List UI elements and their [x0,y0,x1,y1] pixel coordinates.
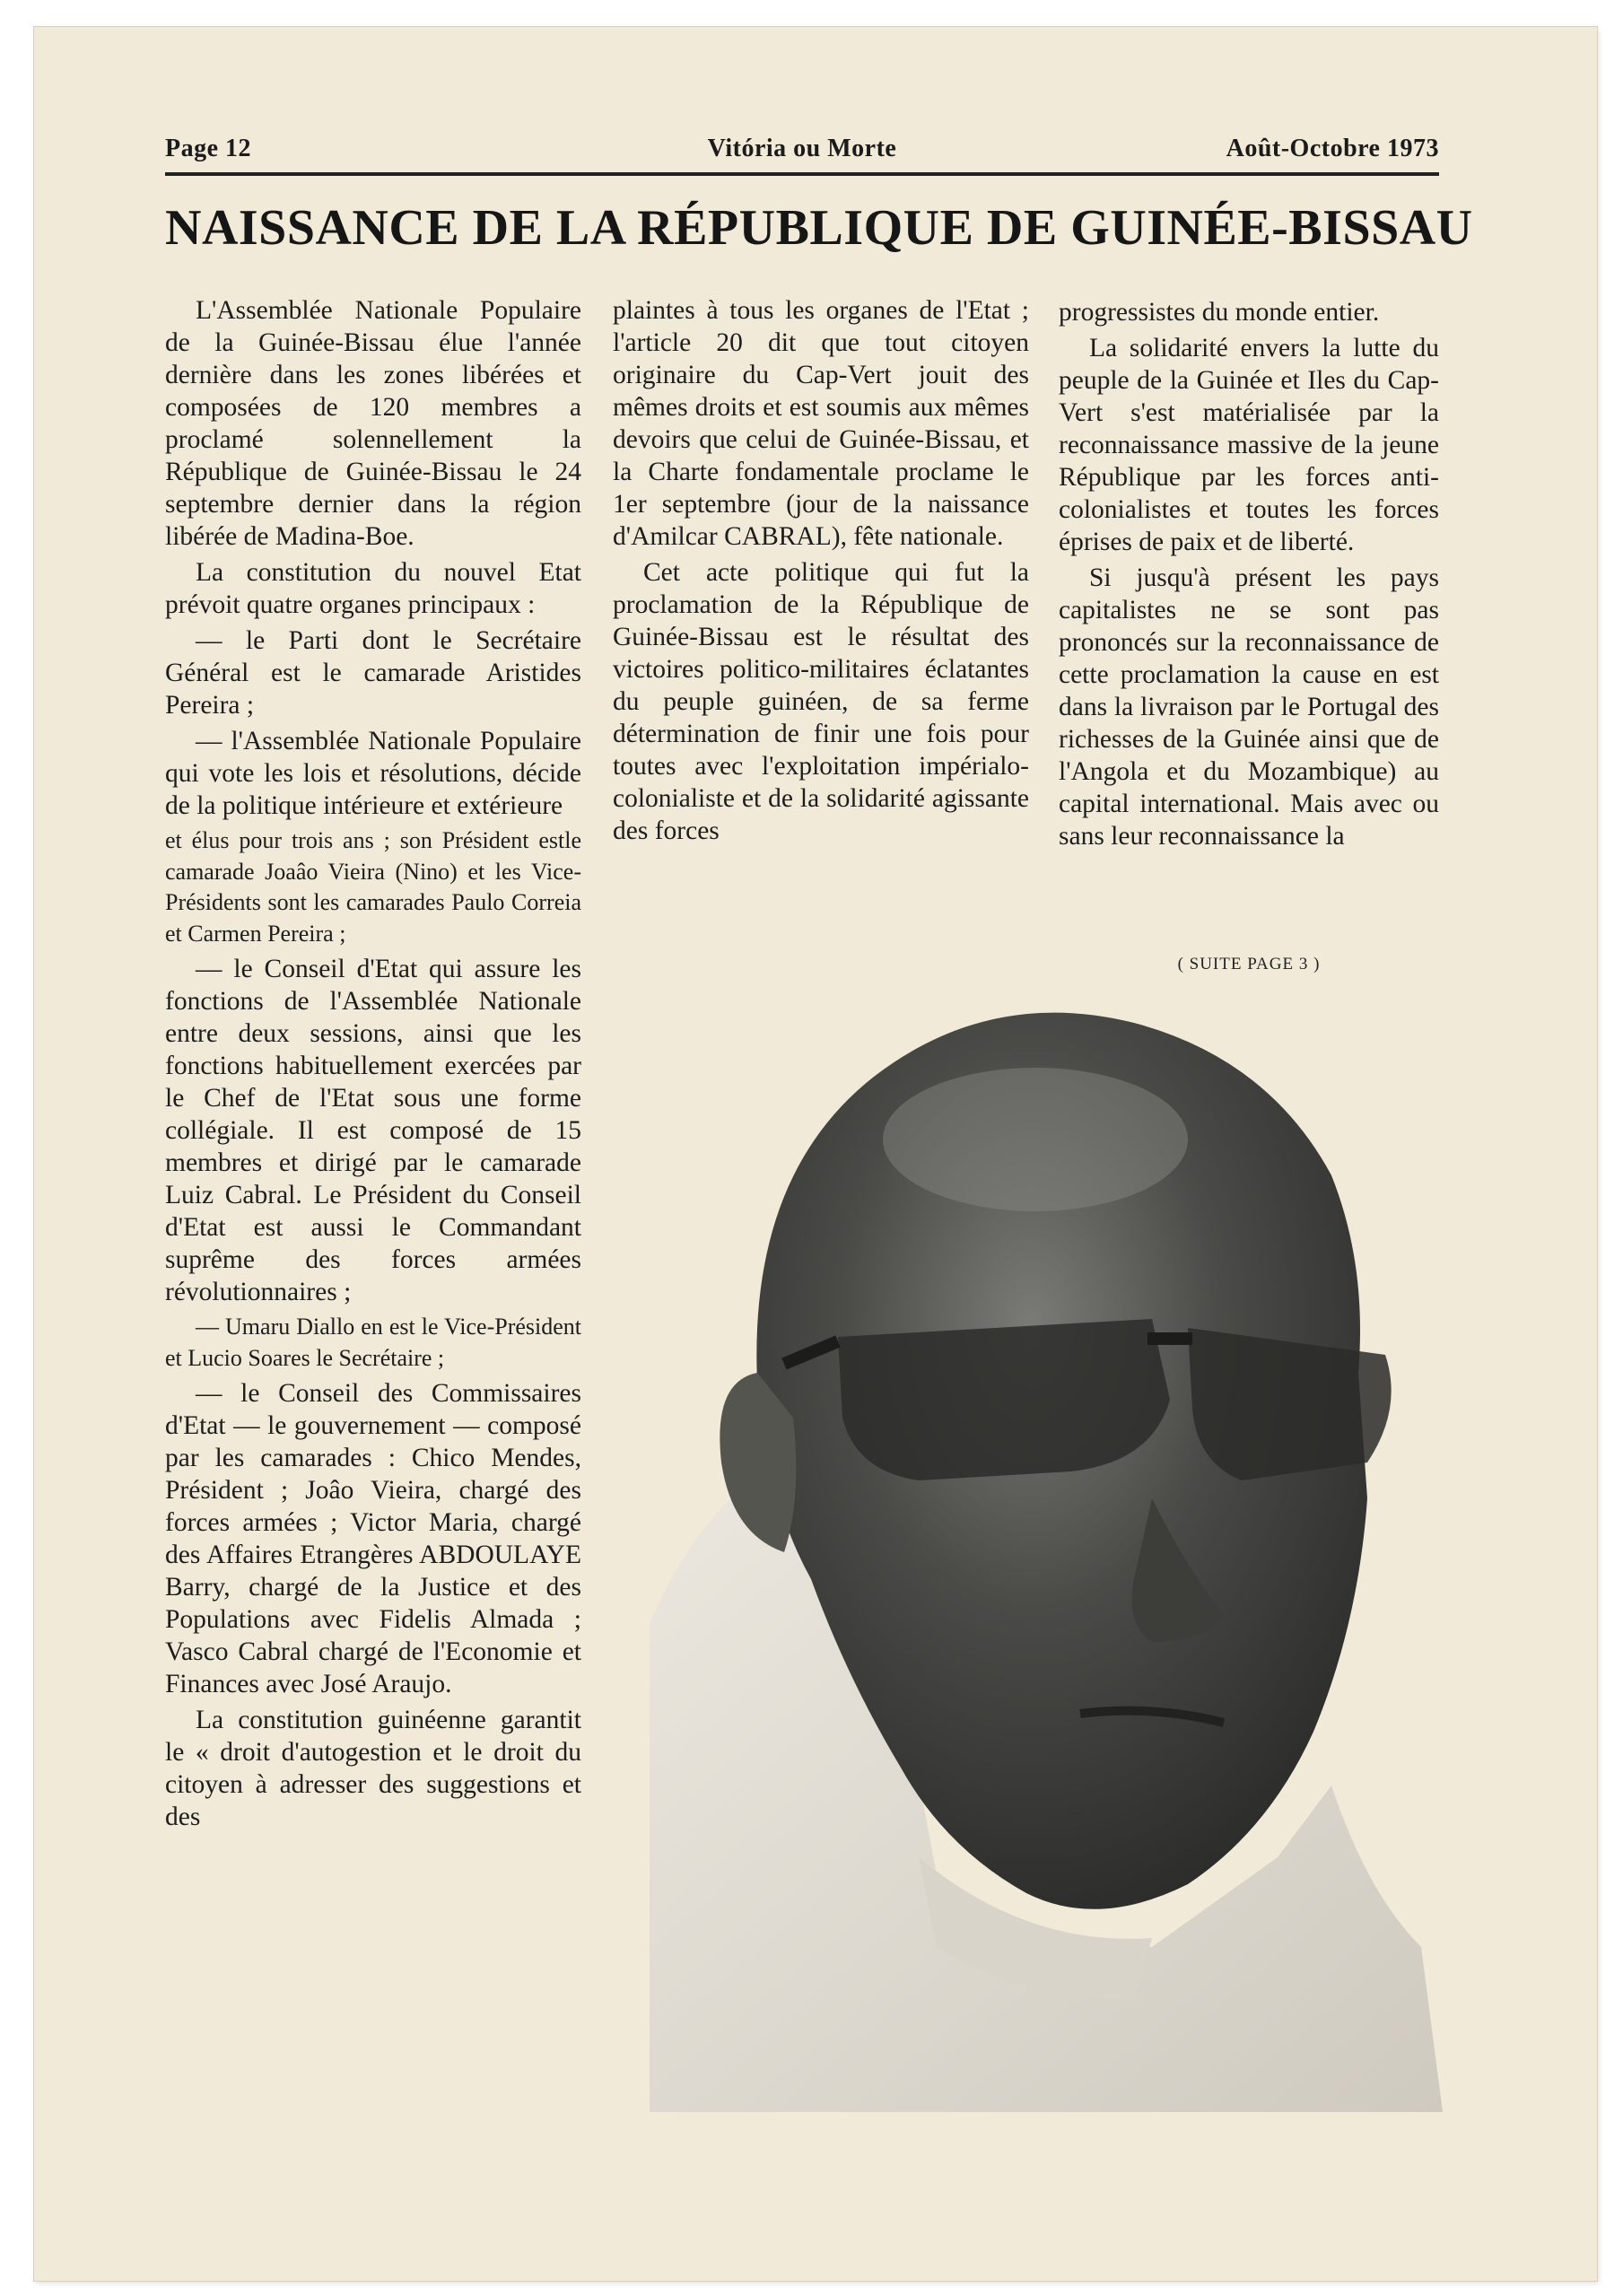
paragraph: L'Assemblée Nationale Populaire de la Guinée-Bissau élue l'année dernière dans les zones libérées et composées de 120 membres a proclamé solennellement la République de Guinée-Bissau le 24 septembre dernier dans la région libérée de Madina-Boe. [165,296,581,551]
portrait-photo [650,996,1443,2112]
paragraph: plaintes à tous les organes de l'Etat ; l'article 20 dit que tout citoyen originaire du Cap-Vert jouit des mêmes droits et est soumis aux mêmes devoirs que celui de Guinée-Bissau, et la Charte fondamentale proclame le 1er septembre (jour de la naissance d'Amilcar CABRAL), fête nationale. [613,296,1029,551]
paragraph: progressistes du monde entier. [1059,298,1380,327]
paragraph: La constitution du nouvel Etat prévoit quatre organes principaux : [165,558,581,619]
paragraph: Si jusqu'à présent les pays capitalistes ne se sont pas prononcés sur la reconnaissance de cette proclamation la cause en est dans la livraison par le Portugal des richesses de la Guinée ainsi que de l'Angola et du Mozambique) au capital international. Mais avec ou sans leur reconnaissance la [1059,563,1439,851]
paragraph: Cet acte politique qui fut la proclamation de la République de Guinée-Bissau est le résultat des victoires politico-militaires éclatantes du peuple guinéen, de sa ferme détermination de finir une fois pour toutes avec l'exploitation impérialo-colonialiste et de la solidarité agissante des forces [613,558,1029,845]
article-column-2 [613,294,1029,851]
portrait-image [650,996,1443,2112]
paragraph: — le Parti dont le Secrétaire Général est le camarade Aristides Pereira ; [165,626,581,720]
paragraph: — le Conseil d'Etat qui assure les fonctions de l'Assemblée Nationale entre deux sessions, ainsi que les fonctions habituellement exercées par le Chef de l'Etat sous une forme collégiale. Il est composé de 15 membres et dirigé par le camarade Luiz Cabral. Le Président du Conseil d'Etat est aussi le Commandant suprême des forces armées révolutionnaires ; [165,955,581,1306]
article-column-3 [1059,296,1439,856]
continued-note: ( SUITE PAGE 3 ) [1177,955,1321,973]
page-number: Page 12 [165,135,252,162]
article-column-1 [165,294,581,1837]
issue-date: Août-Octobre 1973 [1226,135,1439,162]
paragraph: La solidarité envers la lutte du peuple de la Guinée et Iles du Cap-Vert s'est matérialisée par la reconnaissance massive de la jeune République par les forces anti-colonialistes et toutes les forces éprises de paix et de liberté. [1059,334,1439,556]
paragraph: La constitution guinéenne garantit le « droit d'autogestion et le droit du citoyen à adresser des suggestions et des [165,1706,581,1831]
paragraph: — l'Assemblée Nationale Populaire qui vote les lois et résolutions, décide de la politique intérieure et extérieure [165,727,581,820]
article-headline: NAISSANCE DE LA RÉPUBLIQUE DE GUINÉE-BISSAU [165,200,1473,256]
paragraph: — Umaru Diallo en est le Vice-Président et Lucio Soares le Secrétaire ; [165,1314,581,1371]
paragraph: — le Conseil des Commissaires d'Etat — le gouvernement — composé par les camarades : Chico Mendes, Président ; Joâo Vieira, chargé des forces armées ; Victor Maria, chargé des Affaires Etrangères ABDOULAYE Barry, chargé de la Justice et des Populations avec Fidelis Almada ; Vasco Cabral chargé de l'Economie et Finances avec José Araujo. [165,1379,581,1698]
publication-name: Vitória ou Morte [707,135,897,162]
page-header [165,126,1439,176]
paragraph: et élus pour trois ans ; son Président estle camarade Joaâo Vieira (Nino) et les Vice-Présidents sont les camarades Paulo Correia et Carmen Pereira ; [165,827,581,947]
